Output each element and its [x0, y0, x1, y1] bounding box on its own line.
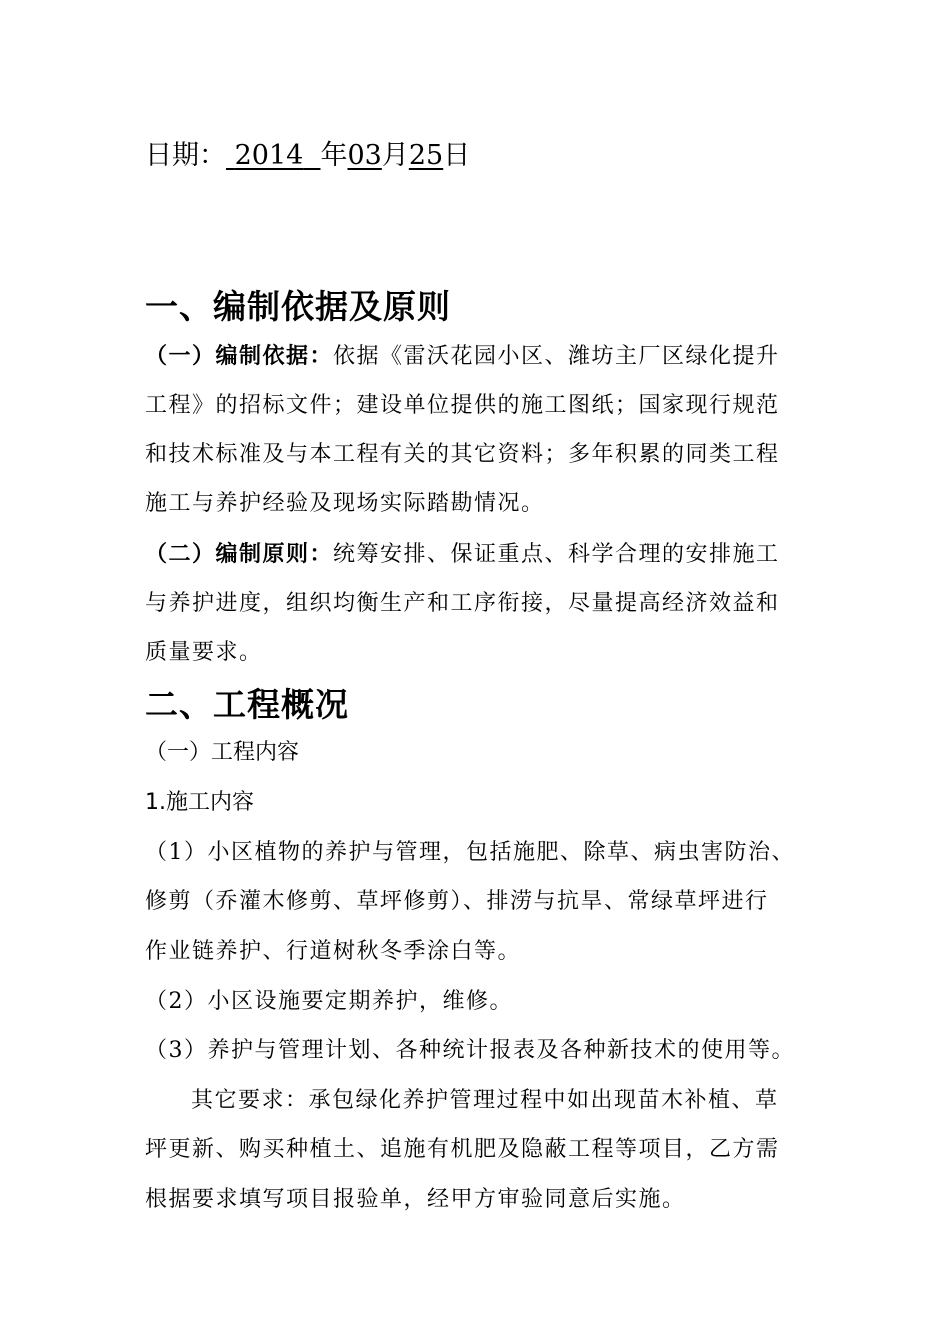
- list-item-line: （3）养护与管理计划、各种统计报表及各种新技术的使用等。: [145, 1038, 795, 1063]
- section2-heading: 二、工程概况: [145, 685, 349, 724]
- date-label: 日期：: [145, 140, 226, 171]
- list-item-line: 作业链养护、行道树秋冬季涂白等。: [145, 939, 522, 964]
- list-item-line: （1）小区植物的养护与管理，包括施肥、除草、病虫害防治、: [145, 840, 795, 865]
- date-month: 03: [347, 140, 382, 171]
- other-requirements-line-3: 根据要求填写项目报验单，经甲方审验同意后实施。: [145, 1187, 686, 1212]
- principle-paragraph-line-1: （二）编制原则：统筹安排、保证重点、科学合理的安排施工: [145, 542, 780, 567]
- date-year-field: [226, 140, 320, 171]
- basis-paragraph-line-1: （一）编制依据：依据《雷沃花园小区、潍坊主厂区绿化提升: [145, 344, 780, 369]
- date-line: [145, 133, 470, 172]
- date-day: 25: [408, 140, 444, 171]
- date-month-unit: 月: [381, 140, 409, 171]
- principle-paragraph-line-2: 与养护进度，组织均衡生产和工序衔接，尽量提高经济效益和: [145, 591, 780, 616]
- subsection-heading-content: （一）工程内容: [145, 740, 300, 765]
- item-heading-construction: 1.施工内容: [145, 790, 254, 815]
- principle-label: （二）编制原则：: [145, 542, 334, 567]
- list-item-line: （2）小区设施要定期养护，维修。: [145, 989, 513, 1014]
- list-item-line: 修剪（乔灌木修剪、草坪修剪）、排涝与抗旱、常绿草坪进行: [145, 889, 769, 914]
- date-year-unit: 年: [320, 140, 348, 171]
- basis-paragraph-line-4: 施工与养护经验及现场实际踏勘情况。: [145, 491, 545, 516]
- principle-paragraph-line-3: 质量要求。: [145, 640, 263, 665]
- date-year: 2014: [234, 140, 304, 171]
- basis-label: （一）编制依据：: [145, 344, 334, 369]
- section1-heading: 一、编制依据及原则: [145, 287, 451, 326]
- basis-paragraph-line-3: 和技术标准及与本工程有关的其它资料；多年积累的同类工程: [145, 442, 780, 467]
- basis-paragraph-line-2: 工程》的招标文件；建设单位提供的施工图纸；国家现行规范: [145, 393, 780, 418]
- other-requirements-line-2: 坪更新、购买种植土、追施有机肥及隐蔽工程等项目，乙方需: [145, 1137, 780, 1162]
- date-day-unit: 日: [443, 140, 471, 171]
- other-requirements-line-1: 其它要求：承包绿化养护管理过程中如出现苗木补植、草: [191, 1088, 779, 1113]
